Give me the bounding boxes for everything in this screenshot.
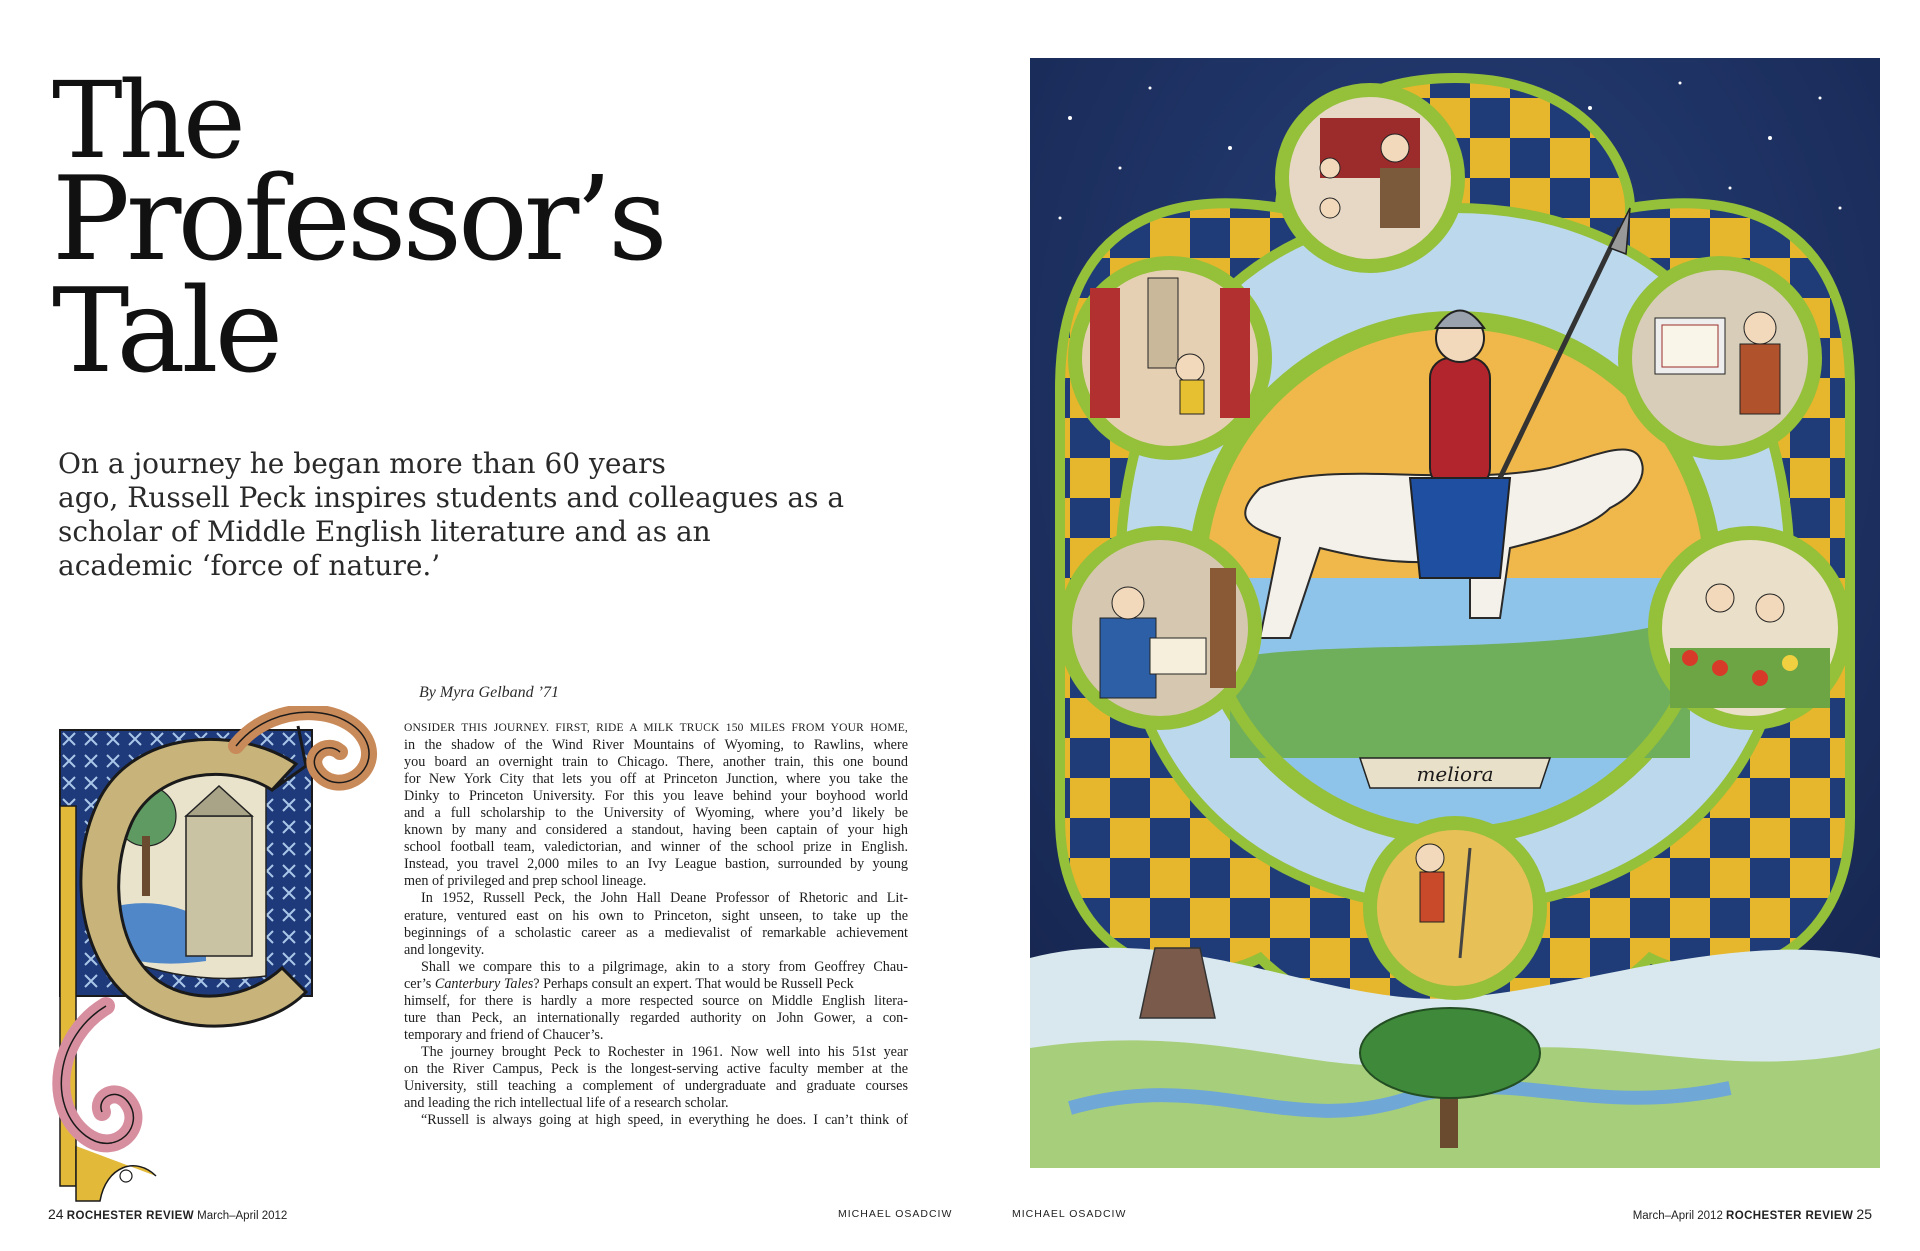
publication-name: ROCHESTER REVIEW <box>1726 1210 1854 1222</box>
book-title-italic: Canterbury Tales <box>434 975 534 992</box>
page-number: 25 <box>1856 1206 1872 1222</box>
photo-credit-right: MICHAEL OSADCIW <box>1012 1208 1127 1220</box>
body-line: Instead, you travel 2,000 miles to an Ivy League bastion, surrounded by young <box>404 856 908 873</box>
body-line: Dinky to Princeton University. For this you leave behind your boyhood world <box>404 788 908 805</box>
issue-date: March–April 2012 <box>197 1210 288 1222</box>
issue-date: March–April 2012 <box>1632 1210 1723 1222</box>
illuminated-dropcap-c <box>36 706 408 1206</box>
vignette-garden <box>1655 533 1845 723</box>
body-line: Shall we compare this to a pilgrimage, akin to a story from Geoffrey Chau- <box>421 958 908 975</box>
banner-text: meliora <box>1416 762 1494 786</box>
dek-line: ago, Russell Peck inspires students and colleagues as a <box>58 481 845 514</box>
folio-right <box>1633 1206 1872 1222</box>
dek <box>58 447 845 583</box>
body-line: himself, for there is hardly a more respected source on Middle English litera- <box>404 992 908 1009</box>
body-fragment: ? Perhaps consult an expert. That would be Russell Peck <box>533 975 854 992</box>
body-line: ONSIDER THIS JOURNEY. FIRST, RIDE A MILK TRUCK 150 MILES FROM YOUR HOME, <box>404 722 908 734</box>
body-line: The journey brought Peck to Rochester in 1961. Now well into his 51st year <box>421 1043 908 1060</box>
body-line: beginnings of a scholastic career as a medievalist of remarkable achievement <box>404 924 908 941</box>
medieval-illustration <box>1030 58 1880 1168</box>
body-line: University, still teaching a complement of undergraduate and graduate courses <box>404 1077 908 1094</box>
dek-line: academic ‘force of nature.’ <box>58 549 441 582</box>
photo-credit-left: MICHAEL OSADCIW <box>838 1208 953 1220</box>
byline: By Myra Gelband ’71 <box>419 684 559 701</box>
body-line: ture than Peck, an internationally regarded authority on John Gower, a con- <box>404 1009 908 1026</box>
body-line: for New York City that lets you off at Princeton Junction, where you take the <box>404 771 908 788</box>
body-fragment: cer’s <box>404 975 432 992</box>
body-line: and a full scholarship to the University of Wyoming, where you’d likely be <box>404 805 908 822</box>
publication-name: ROCHESTER REVIEW <box>66 1210 194 1222</box>
body-line: In 1952, Russell Peck, the John Hall Deane Professor of Rhetoric and Lit- <box>421 890 908 907</box>
article-body <box>404 720 908 1129</box>
body-line-with-italic <box>404 976 908 993</box>
dek-line: scholar of Middle English literature and as an <box>58 515 711 548</box>
body-line: on the River Campus, Peck is the longest-serving active faculty member at the <box>404 1060 908 1077</box>
body-line: school football team, valedictorian, and winner of the school prize in English. <box>404 839 908 856</box>
title-line-1: The <box>52 59 242 182</box>
title-line-3: Tale <box>52 264 280 399</box>
body-line: men of privileged and prep school lineage. <box>404 873 647 890</box>
body-line: “Russell is always going at high speed, in everything he does. I can’t think of <box>421 1112 908 1129</box>
body-line: known by many and considered a standout, having been captain of your high <box>404 822 908 839</box>
page-number: 24 <box>48 1206 64 1222</box>
body-line: and leading the rich intellectual life of a research scholar. <box>404 1095 729 1112</box>
body-line: you board an overnight train to Chicago. There, another train, this one bound <box>404 754 908 771</box>
body-line: temporary and friend of Chaucer’s. <box>404 1026 604 1043</box>
vignette-lecture <box>1282 90 1458 266</box>
vignette-theatre <box>1075 263 1265 453</box>
title-line-2: Professor’s <box>52 152 664 287</box>
body-line: erature, ventured east on his own to Princeton, sight unseen, to take up the <box>404 907 908 924</box>
dek-line: On a journey he began more than 60 years <box>58 447 666 480</box>
vignette-harvest <box>1370 823 1540 993</box>
right-page <box>960 0 1920 1251</box>
folio-left <box>48 1206 287 1222</box>
body-line: and longevity. <box>404 941 485 958</box>
vignette-computer <box>1625 263 1815 453</box>
vignette-reading <box>1065 533 1255 723</box>
body-line: in the shadow of the Wind River Mountains of Wyoming, to Rawlins, where <box>404 737 908 754</box>
